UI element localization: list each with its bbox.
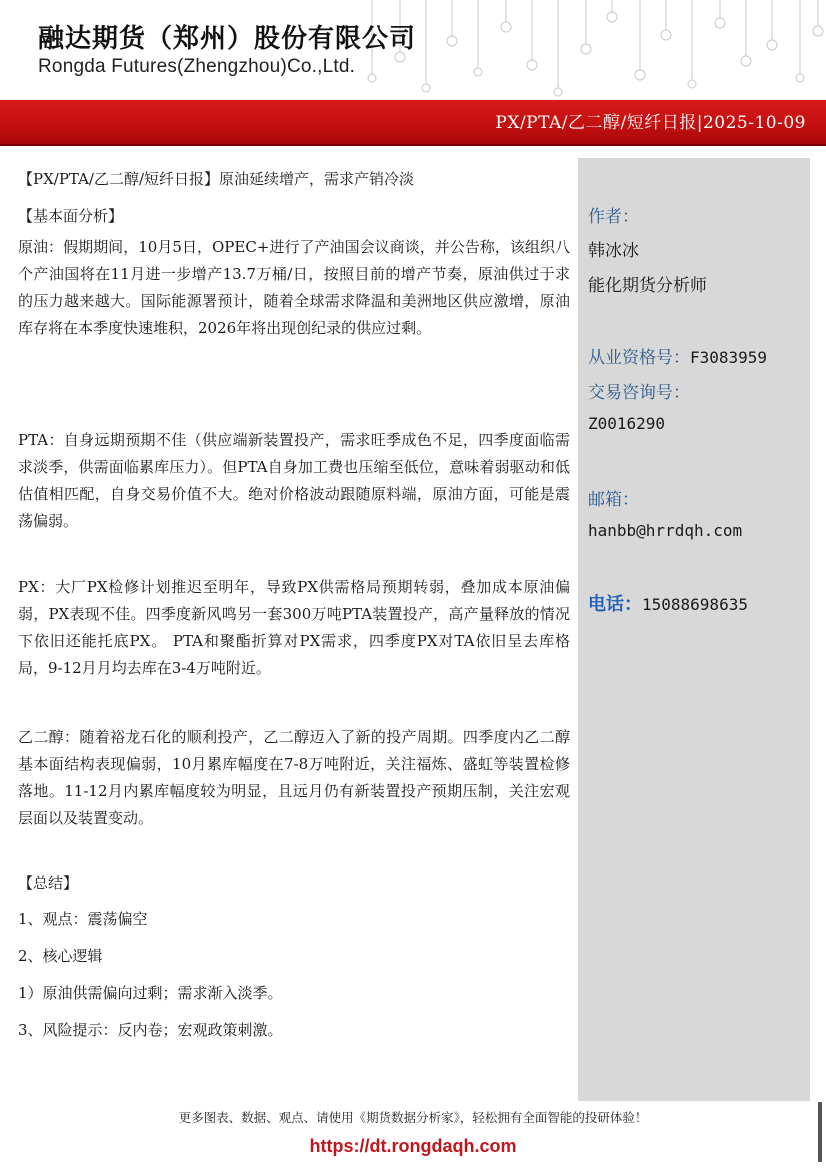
email-label: 邮箱： — [588, 490, 639, 510]
summary-item: 1、观点：震荡偏空 — [18, 910, 148, 928]
author-name: 韩冰冰 — [588, 241, 639, 261]
company-name-en: Rongda Futures(Zhengzhou)Co.,Ltd. — [38, 56, 356, 77]
qualification-row — [588, 343, 767, 368]
paragraph-meg: 乙二醇：随着裕龙石化的顺利投产，乙二醇迈入了新的投产周期。四季度内乙二醇基本面结构表现偏弱，10月累库幅度在7-8万吨附近，关注福炼、盛虹等装置检修落地。11-12月内累库幅度较为明显，且远月仍有新装置投产预期压制，关注宏观层面以及装置变动。 — [18, 728, 570, 827]
title-band-underline — [0, 144, 826, 146]
paragraph-crude-oil: 原油：假期期间，10月5日，OPEC+进行了产油国会议商谈，并公告称，该组织八个产油国将在11月进一步增产13.7万桶/日，按照目前的增产节奏，原油供过于求的压力越来越大。国际能源署预计，随着全球需求降温和美洲地区供应激增，原油库存将在本季度快速堆积，2026年将出现创纪录的供应过剩。 — [18, 238, 570, 337]
qualification-number: F3083959 — [690, 348, 768, 367]
report-header — [0, 0, 826, 145]
decorative-pins-graphic — [360, 0, 826, 100]
author-label: 作者： — [588, 207, 639, 227]
paragraph-px: PX：大厂PX检修计划推迟至明年，导致PX供需格局预期转弱，叠加成本原油偏弱，PX表现不佳。四季度新风鸣另一套300万吨PTA装置投产，高产量释放的情况下依旧还能托底PX。 PTA和聚酯折算对PX需求，四季度PX对TA依旧呈去库格局，9-12月月均去库在3-4万吨附近。 — [18, 578, 570, 677]
consult-number: Z0016290 — [588, 414, 666, 433]
summary-item: 1）原油供需偏向过剩；需求渐入淡季。 — [18, 984, 283, 1002]
summary-item: 2、核心逻辑 — [18, 947, 103, 965]
phone-number[interactable]: 15088698635 — [642, 595, 748, 614]
section-heading-summary: 【总结】 — [18, 874, 79, 892]
author-title: 能化期货分析师 — [588, 276, 707, 296]
report-title: PX/PTA/乙二醇/短纤日报|2025-10-09 — [495, 113, 806, 133]
footer-promo-text: 更多图表、数据、观点、请使用《期货数据分析家》，轻松拥有全面智能的投研体验！ — [178, 1110, 648, 1125]
consult-label: 交易咨询号： — [588, 383, 690, 403]
phone-label: 电话： — [588, 594, 642, 615]
author-sidebar — [578, 158, 810, 1101]
report-headline: 【PX/PTA/乙二醇/短纤日报】原油延续增产，需求产销冷淡 — [18, 170, 415, 188]
phone-row — [588, 590, 748, 616]
paragraph-pta: PTA：自身远期预期不佳（供应端新装置投产，需求旺季成色不足，四季度面临需求淡季，供需面临累库压力）。但PTA自身加工费也压缩至低位，意味着弱驱动和低估值相匹配，自身交易价值不大。绝对价格波动跟随原料端，原油方面，可能是震荡偏弱。 — [18, 431, 570, 530]
scrollbar-thumb[interactable] — [818, 1102, 822, 1162]
summary-item: 3、风险提示：反内卷；宏观政策刺激。 — [18, 1021, 283, 1039]
email-link[interactable]: hanbb@hrrdqh.com — [588, 521, 743, 540]
section-heading-fundamental: 【基本面分析】 — [18, 207, 124, 225]
company-name-cn: 融达期货（郑州）股份有限公司 — [38, 24, 417, 54]
footer-url-link[interactable]: https://dt.rongdaqh.com — [309, 1136, 517, 1156]
qualification-label: 从业资格号： — [588, 348, 690, 368]
